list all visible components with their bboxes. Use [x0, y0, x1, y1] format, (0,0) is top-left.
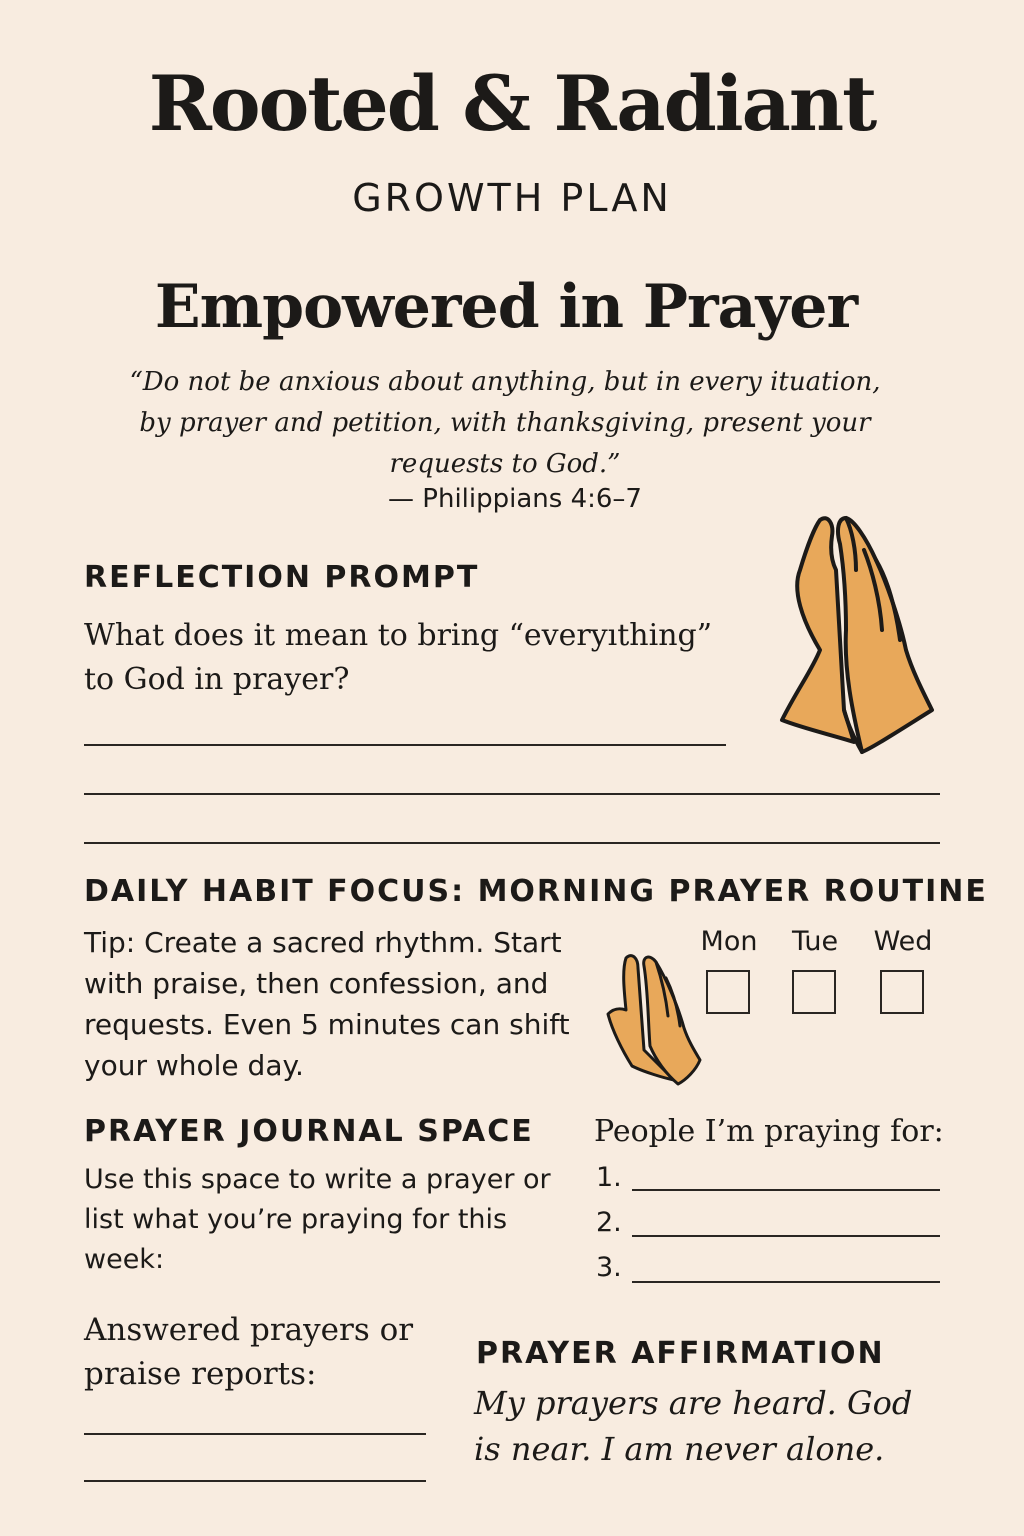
scripture-reference: — Philippians 4:6–7	[388, 484, 642, 514]
document-title: Rooted & Radiant	[148, 59, 876, 148]
reflection-answer-line[interactable]	[84, 744, 726, 746]
habit-heading: DAILY HABIT FOCUS: MORNING PRAYER ROUTINE	[84, 874, 988, 909]
affirmation-text: My prayers are heard. God is near. I am never alone.	[474, 1384, 913, 1468]
praying-hands-small-icon	[604, 950, 704, 1090]
reflection-answer-line[interactable]	[84, 793, 940, 795]
people-number-1: 1.	[596, 1162, 622, 1193]
people-entry-line-2[interactable]	[632, 1235, 940, 1237]
answered-entry-line[interactable]	[84, 1433, 426, 1435]
journal-instructions: Use this space to write a prayer or list what you’re praying for this week:	[84, 1164, 551, 1275]
habit-tip: Tip: Create a sacred rhythm. Start with praise, then confession, and requests. Even 5 minutes can shift your whole day.	[84, 926, 570, 1082]
people-number-2: 2.	[596, 1207, 622, 1238]
reflection-heading: REFLECTION PROMPT	[84, 560, 480, 595]
praying-hands-icon	[772, 510, 942, 760]
checkbox-mon[interactable]	[706, 970, 750, 1014]
affirmation-heading: PRAYER AFFIRMATION	[476, 1336, 885, 1371]
reflection-answer-line[interactable]	[84, 842, 940, 844]
checkbox-tue[interactable]	[792, 970, 836, 1014]
reflection-prompt: What does it mean to bring “everyıthing” to God in prayer?	[84, 618, 713, 697]
theme-title: Empowered in Prayer	[154, 272, 858, 342]
people-entry-line-1[interactable]	[632, 1189, 940, 1191]
document-subtitle: GROWTH PLAN	[352, 176, 672, 220]
people-label: People I’m praying for:	[594, 1114, 944, 1149]
answered-prayers-label: Answered prayers or praise reports:	[84, 1312, 414, 1392]
checkbox-wed[interactable]	[880, 970, 924, 1014]
journal-heading: PRAYER JOURNAL SPACE	[84, 1114, 534, 1149]
scripture-quote: “Do not be anxious about anything, but in every ituation, by prayer and petition, with thanksgiving, present your requests to God.”	[129, 367, 881, 479]
day-label-wed: Wed	[873, 926, 933, 957]
people-entry-line-3[interactable]	[632, 1281, 940, 1283]
people-number-3: 3.	[596, 1252, 622, 1283]
answered-entry-line[interactable]	[84, 1480, 426, 1482]
day-label-mon: Mon	[700, 926, 758, 957]
day-label-tue: Tue	[791, 926, 839, 957]
